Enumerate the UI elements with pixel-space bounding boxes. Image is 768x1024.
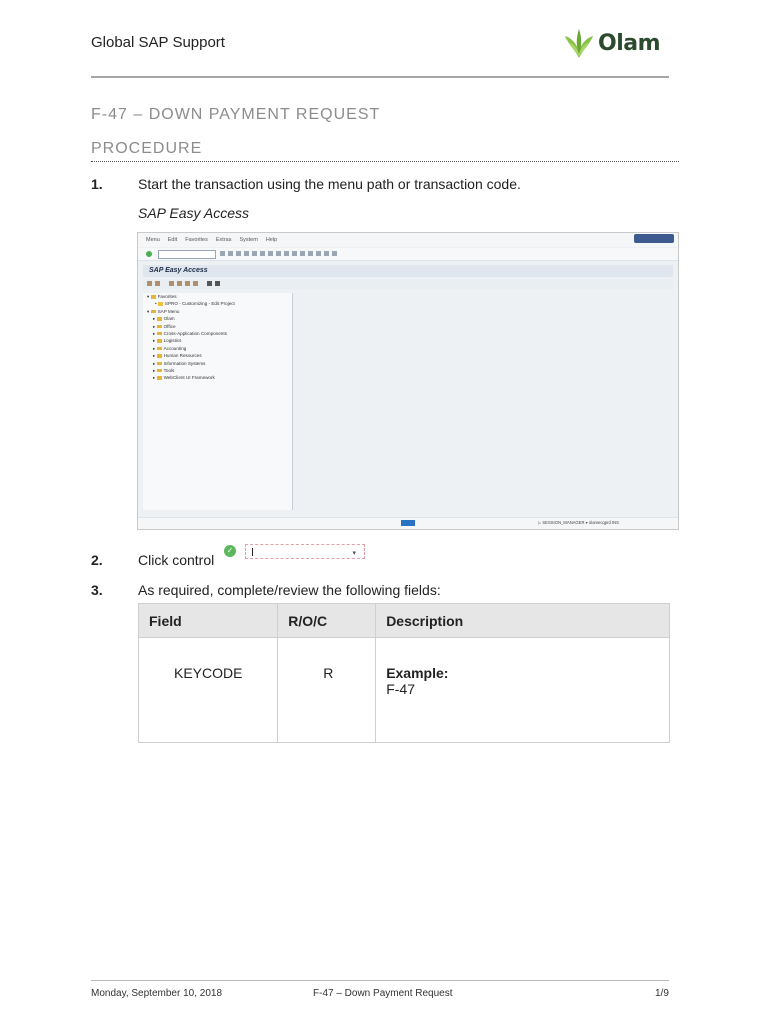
sap-menu-item: System (239, 237, 258, 243)
section-divider (91, 161, 679, 162)
tree-node: • SPRO - Customizing - Edit Project (155, 301, 235, 307)
example-label: Example: (386, 665, 449, 681)
checkmark-icon: ✓ (224, 545, 236, 557)
field-roc: R (323, 665, 334, 681)
table-header-row (139, 604, 670, 638)
sap-toolbar-icons (220, 251, 337, 256)
sap-menu-item: Menu (146, 237, 160, 243)
sap-logo-icon (401, 520, 415, 526)
tree-node: ▸ Logistics (153, 338, 182, 344)
footer-date: Monday, September 10, 2018 (91, 988, 223, 999)
sap-command-field (158, 250, 216, 259)
table-row (139, 638, 670, 743)
table-header-description: Description (376, 604, 670, 638)
footer-rule (91, 980, 669, 981)
header-title: Global SAP Support (91, 34, 225, 51)
step-2-number: 2. (91, 552, 103, 568)
tree-node: ▸ Office (153, 323, 176, 329)
sap-screen-title: SAP Easy Access (143, 265, 673, 277)
sap-menu-tree (143, 293, 293, 510)
olam-leaf-icon (564, 26, 594, 60)
sap-easy-access-screenshot (137, 232, 679, 530)
section-heading: PROCEDURE (91, 140, 203, 157)
step-3-number: 3. (91, 582, 103, 598)
tree-node: ▸ Tools (153, 367, 175, 373)
step-1-number: 1. (91, 176, 103, 192)
tree-node: ▸ Information Systems (153, 360, 206, 366)
tree-node: ▸ WebClient UI Framework (153, 375, 215, 381)
example-value: F-47 (386, 681, 415, 697)
olam-logo (564, 26, 660, 60)
sap-standard-toolbar (138, 248, 678, 261)
sap-enter-icon (146, 251, 152, 257)
command-field-control-image (222, 542, 368, 564)
sap-application-toolbar (143, 279, 673, 289)
footer-page-number: 1/9 (655, 988, 669, 999)
sap-status-text: ▷ SESSION_MANAGER ▾ olamecqprd INS (538, 520, 619, 525)
sap-menu-item: Edit (167, 237, 178, 243)
field-name: KEYCODE (174, 665, 243, 681)
step-1-text: Start the transaction using the menu path or transaction code. (138, 176, 521, 192)
footer-document-name: F-47 – Down Payment Request (313, 988, 453, 999)
step-1-caption: SAP Easy Access (138, 205, 250, 221)
sap-status-bar (138, 517, 678, 530)
sap-menu-item: Extras (215, 237, 232, 243)
sap-menu-bar (138, 233, 678, 247)
sap-menu-item: Help (265, 237, 278, 243)
tree-node: ▸ Olam (153, 316, 175, 322)
document-title: F-47 – DOWN PAYMENT REQUEST (91, 106, 381, 123)
tree-node: ▸ Human Resources (153, 353, 202, 359)
tree-node: ▸ Cross-Application Components (153, 330, 227, 336)
tree-node: ▾ SAP Menu (147, 308, 180, 314)
table-header-roc: R/O/C (278, 604, 376, 638)
header-rule (91, 76, 669, 78)
olam-logo-text: Olam (598, 30, 661, 56)
step-3-text: As required, complete/review the following fields: (138, 582, 441, 598)
step-2-text: Click control (138, 552, 215, 568)
fields-table (138, 603, 670, 743)
sap-window-controls (634, 234, 674, 243)
dropdown-arrow-icon: ▾ (352, 550, 356, 557)
sap-menu-item: Favorites (185, 237, 208, 243)
tree-node: ▾ Favorites (147, 294, 177, 299)
command-field (245, 544, 365, 559)
tree-node: ▸ Accounting (153, 345, 187, 351)
table-header-field: Field (139, 604, 278, 638)
